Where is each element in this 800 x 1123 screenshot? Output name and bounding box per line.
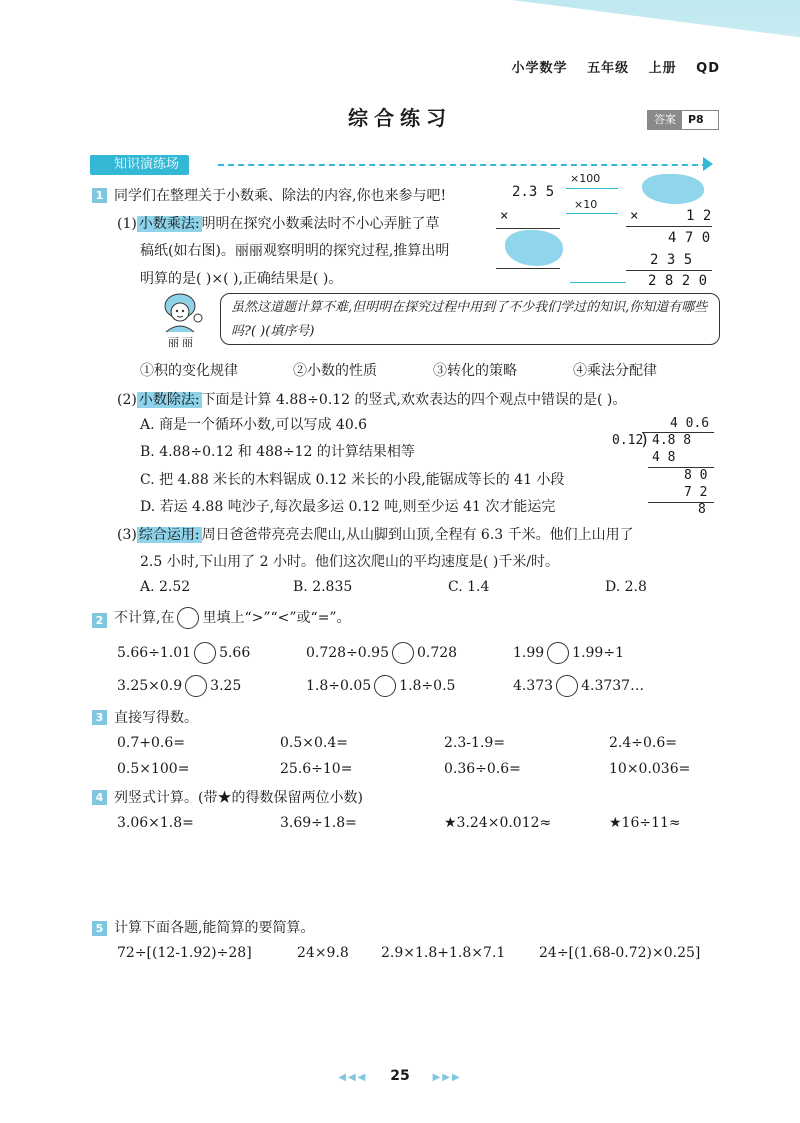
q1-option-2: ②小数的性质 bbox=[293, 363, 377, 379]
answer-page: P8 bbox=[688, 113, 704, 126]
q3-item-8[interactable]: 10×0.036= bbox=[609, 761, 691, 777]
q4-item-4[interactable]: ★16÷11≈ bbox=[609, 815, 681, 831]
q2-stem bbox=[114, 607, 351, 629]
fig-arrow-100 bbox=[566, 188, 618, 189]
q1-p3-tag: 综合运用: bbox=[138, 527, 200, 543]
q3-number: 3 bbox=[92, 710, 107, 725]
q2-item-4-right: 3.25 bbox=[210, 678, 242, 694]
q1-p3-line2[interactable]: 2.5 小时,下山用了 2 小时。他们这次爬山的平均速度是( )千米/时。 bbox=[140, 554, 560, 570]
q3-item-6[interactable]: 25.6÷10= bbox=[280, 761, 353, 777]
q3-stem: 直接写得数。 bbox=[114, 710, 198, 726]
q2-item-2-right: 0.728 bbox=[416, 645, 458, 661]
q1-p3-text1: 周日爸爸带亮亮去爬山,从山脚到山顶,全程有 6.3 千米。他们上山用了 bbox=[201, 527, 634, 543]
q2-item-3-left: 1.99 bbox=[513, 645, 545, 661]
q2-item-6 bbox=[513, 675, 644, 697]
compare-circle-2[interactable] bbox=[392, 642, 414, 664]
fig-smudge-top bbox=[642, 174, 704, 204]
circle-icon bbox=[177, 607, 199, 629]
q2-stem-b: 里填上“>”“<”或“=”。 bbox=[202, 610, 351, 626]
q3-item-7[interactable]: 0.36÷0.6= bbox=[444, 761, 521, 777]
div-bracket: ) bbox=[640, 430, 650, 449]
q3-item-5[interactable]: 0.5×100= bbox=[117, 761, 190, 777]
compare-circle-1[interactable] bbox=[194, 642, 216, 664]
q2-item-4 bbox=[117, 675, 241, 697]
q1-p2-option-a[interactable]: A. 商是一个循环小数,可以写成 40.6̇ bbox=[140, 417, 368, 433]
header-info bbox=[498, 57, 720, 76]
prev-arrows-icon: ◀◀◀ bbox=[338, 1072, 368, 1083]
speaker-name: 丽丽 bbox=[168, 336, 196, 349]
header-term: 上册 bbox=[648, 61, 677, 76]
q1-p2-option-b[interactable]: B. 4.88÷0.12 和 488÷12 的计算结果相等 bbox=[140, 444, 415, 460]
q1-p2-option-c[interactable]: C. 把 4.88 米长的木料锯成 0.12 米长的小段,能锯成等长的 41 小段 bbox=[140, 472, 565, 488]
q3-item-4[interactable]: 2.4÷0.6= bbox=[609, 735, 677, 751]
q2-item-4-left: 3.25×0.9 bbox=[117, 678, 183, 694]
q2-item-6-left: 4.373 bbox=[513, 678, 554, 694]
fig-line-left-2 bbox=[496, 268, 560, 269]
fig-result: 2 8 2 0 bbox=[648, 273, 708, 289]
q1-p2-label: (2) bbox=[117, 392, 137, 408]
q5-item-4[interactable]: 24÷[(1.68-0.72)×0.25] bbox=[539, 945, 701, 961]
q1-option-4: ④乘法分配律 bbox=[573, 363, 657, 379]
q1-p3-label: (3) bbox=[117, 527, 137, 543]
page-number: 25 bbox=[390, 1068, 410, 1084]
fig-arrow-10 bbox=[566, 213, 618, 214]
q1-p3-option-d[interactable]: D. 2.8 bbox=[605, 579, 647, 595]
q4-number: 4 bbox=[92, 790, 107, 805]
q4-stem: 列竖式计算。(带★的得数保留两位小数) bbox=[114, 790, 363, 806]
q2-stem-a: 不计算,在 bbox=[114, 610, 175, 626]
q3-item-1[interactable]: 0.7+0.6= bbox=[117, 735, 185, 751]
compare-circle-5[interactable] bbox=[374, 675, 396, 697]
q1-p2-option-d[interactable]: D. 若运 4.88 吨沙子,每次最多运 0.12 吨,则至少运 41 次才能运完 bbox=[140, 499, 556, 515]
q4-item-1[interactable]: 3.06×1.8= bbox=[117, 815, 194, 831]
fig-p1: 4 7 0 bbox=[668, 230, 711, 246]
div-row1: 4 8 bbox=[652, 450, 676, 465]
q1-p3-option-c[interactable]: C. 1.4 bbox=[448, 579, 490, 595]
q2-item-5-right: 1.8÷0.5 bbox=[399, 678, 456, 694]
fig-line-right-2 bbox=[626, 270, 712, 271]
fig-line-left bbox=[496, 228, 560, 229]
div-row4: 8 bbox=[698, 502, 706, 517]
q1-option-3: ③转化的策略 bbox=[433, 363, 517, 379]
fig-times-sign-1: × bbox=[500, 208, 509, 224]
q2-number: 2 bbox=[92, 613, 107, 628]
answer-label: 答案 bbox=[648, 111, 682, 129]
next-arrows-icon: ▶▶▶ bbox=[432, 1072, 462, 1083]
multiplication-figure bbox=[490, 172, 720, 292]
q1-number: 1 bbox=[92, 188, 107, 203]
q5-number: 5 bbox=[92, 921, 107, 936]
q1-stem: 同学们在整理关于小数乘、除法的内容,你也来参与吧! bbox=[114, 188, 447, 204]
q1-p2-tag: 小数除法: bbox=[138, 392, 200, 408]
compare-circle-6[interactable] bbox=[556, 675, 578, 697]
q1-p1-text1: 明明在探究小数乘法时不小心弄脏了草 bbox=[201, 216, 440, 232]
q5-stem: 计算下面各题,能简算的要简算。 bbox=[114, 920, 315, 936]
q1-p3-option-b[interactable]: B. 2.835 bbox=[293, 579, 353, 595]
q1-p1-label: (1) bbox=[117, 216, 137, 232]
fig-times10: ×10 bbox=[574, 198, 598, 211]
q2-item-5 bbox=[306, 675, 455, 697]
section-label: 知识演练场 bbox=[114, 157, 180, 172]
fig-times100: ×100 bbox=[570, 172, 601, 185]
q1-option-1: ①积的变化规律 bbox=[140, 363, 238, 379]
fig-n2: 1 2 bbox=[686, 208, 712, 224]
q2-item-5-left: 1.8÷0.05 bbox=[306, 678, 372, 694]
q1-p1-line3[interactable]: 明算的是( )×( ),正确结果是( )。 bbox=[140, 271, 343, 287]
div-dividend: 4.8 8 bbox=[652, 433, 692, 448]
div-quotient: 4 0.6 bbox=[670, 416, 710, 431]
q4-item-2[interactable]: 3.69÷1.8= bbox=[280, 815, 357, 831]
fig-arrow-back bbox=[570, 282, 626, 283]
q5-item-1[interactable]: 72÷[(12-1.92)÷28] bbox=[117, 945, 252, 961]
q2-item-2-left: 0.728÷0.95 bbox=[306, 645, 389, 661]
q1-p1-line2: 稿纸(如右图)。丽丽观察明明的探究过程,推算出明 bbox=[140, 243, 450, 259]
compare-circle-3[interactable] bbox=[547, 642, 569, 664]
header-grade: 五年级 bbox=[587, 61, 630, 76]
fig-line-right-1 bbox=[626, 226, 712, 227]
page-title: 综合练习 bbox=[348, 106, 452, 130]
fig-times-sign-2: × bbox=[630, 208, 639, 224]
fig-smudge-left bbox=[505, 230, 563, 266]
q2-item-2 bbox=[306, 642, 457, 664]
div-row3: 7 2 bbox=[684, 485, 708, 500]
header-subject: 小学数学 bbox=[511, 61, 568, 76]
q3-item-2[interactable]: 0.5×0.4= bbox=[280, 735, 348, 751]
q2-item-1-left: 5.66÷1.01 bbox=[117, 645, 192, 661]
compare-circle-4[interactable] bbox=[185, 675, 207, 697]
section-divider bbox=[218, 164, 708, 166]
q2-item-1-right: 5.66 bbox=[219, 645, 251, 661]
fig-n1: 2.3 5 bbox=[512, 184, 555, 200]
speech-bubble bbox=[220, 293, 720, 345]
q1-p1-line1 bbox=[117, 213, 440, 233]
div-divisor: 0.12 bbox=[612, 433, 644, 448]
q2-item-3-right: 1.99÷1 bbox=[572, 645, 624, 661]
q2-item-1 bbox=[117, 642, 250, 664]
division-figure bbox=[612, 414, 717, 517]
q1-p2-stem: 下面是计算 4.88÷0.12 的竖式,欢欢表达的四个观点中错误的是( )。 bbox=[201, 392, 627, 408]
q5-item-2[interactable]: 24×9.8 bbox=[297, 945, 349, 961]
speech-text: 虽然这道题计算不难,但明明在探究过程中用到了不少我们学过的知识,你知道有哪些吗?( )(填序号) bbox=[231, 300, 708, 339]
q5-item-3[interactable]: 2.9×1.8+1.8×7.1 bbox=[381, 945, 506, 961]
q1-p3-option-a[interactable]: A. 2.52 bbox=[140, 579, 191, 595]
q2-item-6-right: 4.3737… bbox=[581, 678, 645, 694]
header-edition: QD bbox=[696, 61, 720, 76]
page-footer bbox=[0, 1068, 800, 1084]
answer-tag[interactable] bbox=[647, 110, 719, 130]
q1-p3-line1 bbox=[117, 524, 634, 544]
q1-p1-tag: 小数乘法: bbox=[138, 216, 200, 232]
girl-avatar-icon bbox=[158, 290, 206, 334]
div-row2: 8 0 bbox=[684, 468, 708, 483]
q4-item-3[interactable]: ★3.24×0.012≈ bbox=[444, 815, 552, 831]
arrow-right-icon bbox=[703, 157, 713, 171]
fig-p2: 2 3 5 bbox=[650, 252, 693, 268]
q1-p2-line[interactable] bbox=[117, 389, 626, 409]
q2-item-3 bbox=[513, 642, 624, 664]
section-tag bbox=[90, 155, 189, 175]
q3-item-3[interactable]: 2.3-1.9= bbox=[444, 735, 505, 751]
